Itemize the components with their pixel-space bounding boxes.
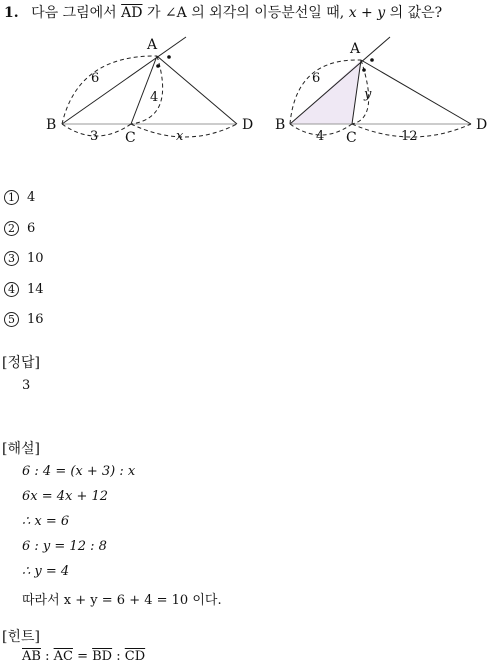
fig2-angle-dot-2: [362, 68, 366, 72]
choice-text: 6: [27, 221, 36, 236]
answer-label: [정답]: [2, 355, 40, 371]
fig1-label-c: C: [125, 130, 136, 146]
choice-number: 3: [4, 251, 19, 266]
hint-sep-1: :: [40, 649, 54, 664]
fig1-len-ab: 6: [91, 71, 100, 86]
fig2-label-a: A: [350, 41, 361, 57]
solution-label: [해설]: [2, 441, 40, 457]
question-number: 1.: [4, 5, 19, 21]
fig1-len-cd: x: [176, 129, 184, 144]
fig1-len-bc: 3: [90, 129, 99, 144]
hint-seg-cd: $\overline{CD}$: [124, 649, 146, 664]
solution-line-6: 따라서 x + y = 6 + 4 = 10 이다.: [22, 593, 222, 608]
solution-line-1: 6 : 4 = (x + 3) : x: [22, 464, 136, 479]
fig2-len-ab: 6: [312, 71, 321, 86]
choice-text: 16: [27, 312, 44, 327]
choice-4[interactable]: [4, 282, 44, 297]
fig1-len-ac: 4: [150, 90, 159, 105]
choice-text: 14: [27, 282, 44, 297]
fig1-line-ad: [157, 56, 237, 124]
hint-sep-2: =: [72, 649, 93, 664]
fig1-angle-dot-2: [156, 64, 160, 68]
hint-formula: [22, 649, 145, 664]
fig1-label-a: A: [147, 37, 158, 53]
fig2-angle-dot-1: [370, 58, 374, 62]
choice-2[interactable]: [4, 221, 35, 236]
figure-2: [290, 37, 471, 137]
fig1-angle-dot-1: [167, 55, 171, 59]
fig1-line-ba-extended: [62, 37, 186, 124]
choice-5[interactable]: [4, 312, 44, 327]
choice-text: 4: [27, 190, 36, 205]
hint-seg-bd: $\overline{BD}$: [92, 649, 113, 664]
fig1-label-d: D: [242, 117, 254, 133]
fig2-label-d: D: [476, 117, 487, 133]
choice-number: 4: [4, 282, 19, 297]
question-text-post: 의 값은?: [389, 5, 443, 21]
hint-seg-ab: $\overline{AB}$: [22, 649, 41, 664]
solution-line-2: 6x = 4x + 12: [22, 489, 109, 504]
fig1-labels: [46, 37, 253, 146]
segment-ad: $\overline{AD}$: [121, 5, 143, 21]
hint-sep-3: :: [112, 649, 125, 664]
solution-line-4: 6 : y = 12 : 8: [22, 539, 107, 554]
solution-line-5: ∴ y = 4: [22, 564, 70, 579]
fig2-label-b: B: [275, 117, 286, 133]
fig2-len-ac: y: [364, 87, 372, 102]
hint-seg-ac: $\overline{AC}$: [53, 649, 73, 664]
question-expr: x + y: [348, 5, 386, 21]
fig2-len-cd: 12: [401, 129, 418, 144]
question-text-mid: 가 ∠A 의 외각의 이등분선일 때,: [146, 5, 345, 21]
choice-1[interactable]: [4, 190, 35, 205]
fig2-len-bc: 4: [316, 129, 325, 144]
fig2-label-c: C: [346, 130, 357, 146]
fig1-label-b: B: [46, 117, 57, 133]
fig2-line-ad: [361, 60, 471, 124]
choice-number: 1: [4, 190, 19, 205]
choice-text: 10: [27, 251, 44, 266]
fig1-arc-cd: [131, 124, 237, 137]
choice-3[interactable]: [4, 251, 44, 266]
choice-number: 5: [4, 312, 19, 327]
question-text-pre: 다음 그림에서: [31, 5, 117, 21]
solution-line-3: ∴ x = 6: [22, 514, 70, 529]
answer-value: 3: [22, 378, 31, 393]
hint-label: [힌트]: [2, 629, 40, 645]
choice-number: 2: [4, 221, 19, 236]
